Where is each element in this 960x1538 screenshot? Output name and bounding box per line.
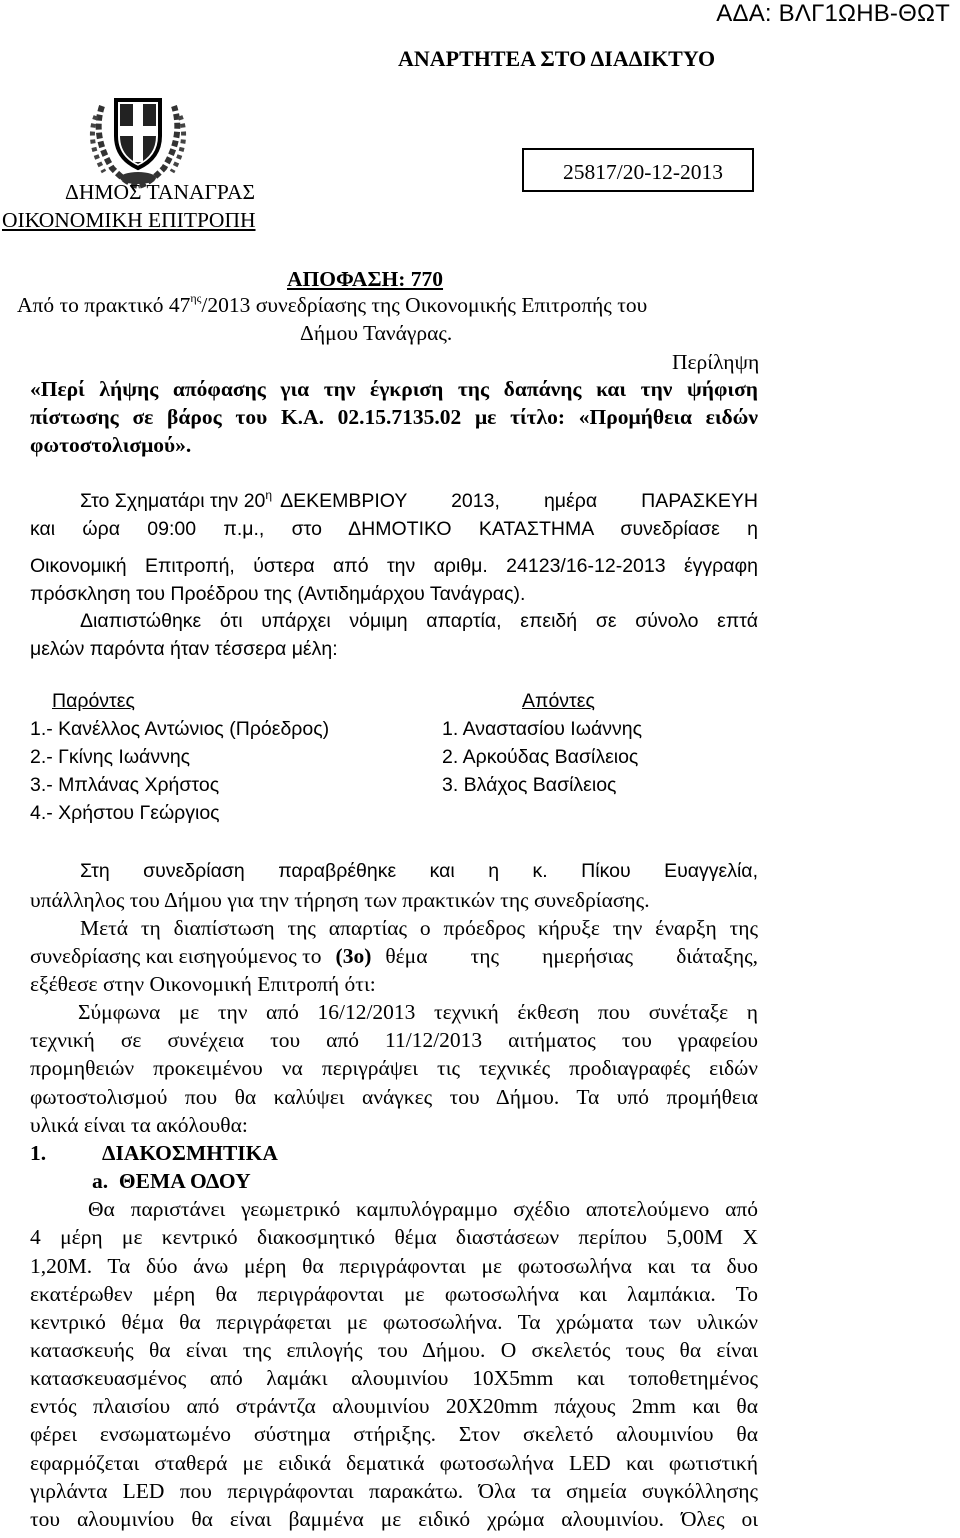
quorum-line-2-pre: συνεδρίασης και εισηγούμενος το [30, 944, 322, 968]
summary-line: «Περί λήψης απόφασης για την έγκριση της δαπάνης και την ψήφιση [30, 377, 758, 401]
report-line: προμηθειών προκειμένου να περιγράψει τις τεχνικές προδιαγραφές ειδών [30, 1056, 758, 1080]
decision-title: ΑΠΟΦΑΣΗ: 770 [287, 267, 444, 291]
decision-source-post: /2013 συνεδρίασης της Οικονομικής Επιτροπής του [201, 293, 648, 317]
report-line: υλικά είναι τα ακόλουθα: [30, 1113, 248, 1137]
absent-member: 3. Βλάχος Βασίλειος [442, 774, 617, 796]
present-member: 2.- Γκίνης Ιωάννης [30, 746, 191, 768]
quorum-line-2 [30, 944, 758, 969]
protocol-number: 25817/20-12-2013 [562, 160, 724, 184]
quorum-line: εξέθεσε στην Οικονομική Επιτροπή ότι: [30, 972, 376, 996]
posting-notice: ΑΝΑΡΤΗΤΕΑ ΣΤΟ ΔΙΑΔΙΚΤΥΟ [398, 46, 716, 71]
present-member: 3.- Μπλάνας Χρήστος [30, 774, 220, 796]
decision-source-pre: Από το πρακτικό 47 [17, 293, 191, 317]
description-line: εκατέρωθεν μέρη θα περιγράφονται με φωτοσωλήνα και λαμπάκια. Το [30, 1282, 758, 1306]
protocol-number-box [522, 148, 754, 192]
description-line: κατασκευασμένος από λαμάκι αλουμινίου 10Χ5mm και τοποθετημένος [30, 1366, 758, 1390]
absent-member: 2. Αρκούδας Βασίλειος [442, 746, 639, 768]
intro-line: Διαπιστώθηκε ότι υπάρχει νόμιμη απαρτία, επειδή σε σύνολο επτά [80, 610, 758, 632]
section-number: 1. [30, 1141, 47, 1165]
summary-label: Περίληψη [672, 350, 760, 374]
decision-source-line2: Δήμου Τανάγρας. [300, 321, 453, 345]
decision-source-line [17, 293, 647, 318]
intro-line: μελών παρόντα ήταν τέσσερα μέλη: [30, 638, 338, 660]
decision-source-sup: ης [190, 291, 202, 305]
present-label: Παρόντες [52, 690, 135, 712]
greek-coat-of-arms-emblem [82, 86, 194, 190]
absent-member: 1. Αναστασίου Ιωάννης [442, 718, 642, 740]
quorum-line-2-post: θέμα της ημερήσιας διάταξης, [385, 944, 758, 968]
absent-label: Απόντες [522, 690, 595, 712]
intro-line: Οικονομική Επιτροπή, ύστερα από την αριθμ. 24123/16-12-2013 έγγραφη [30, 555, 758, 577]
quorum-line: Μετά τη διαπίστωση της απαρτίας ο πρόεδρος κήρυξε την έναρξη της [80, 916, 758, 940]
description-line: Θα παριστάνει γεωμετρικό καμπυλόγραμμο σχέδιο αποτελούμενο από [88, 1197, 758, 1221]
description-line: 1,20Μ. Τα δύο άνω μέρη θα περιγράφονται με φωτοσωλήνα και τα δυο [30, 1254, 758, 1278]
description-line: 4 μέρη με κεντρικό διακοσμητικό θέμα διαστάσεων περίπου 5,00Μ Χ [30, 1225, 758, 1249]
municipality-name: ΔΗΜΟΣ ΤΑΝΑΓΡΑΣ [65, 180, 255, 204]
report-line: φωτοστολισμού που θα καλύψει ανάγκες του Δήμου. Τα υπό προμήθεια [30, 1085, 758, 1109]
description-line: κατασκευής θα είναι της επιλογής του Δήμου. Ο σκελετός τους θα είναι [30, 1338, 758, 1362]
intro-line: πρόσκληση του Προέδρου της (Αντιδημάρχου Τανάγρας). [30, 583, 526, 605]
committee-name: ΟΙΚΟΝΟΜΙΚΗ ΕΠΙΤΡΟΠΗ [2, 208, 256, 232]
section-title: ΔΙΑΚΟΣΜΗΤΙΚΑ [102, 1141, 278, 1165]
description-line: εφαρμόζεται σταθερά με ειδικά δεματικά φωτοσωλήνα LED και φωτιστική [30, 1451, 758, 1475]
present-member: 4.- Χρήστου Γεώργιος [30, 802, 220, 824]
intro-line-1 [80, 490, 758, 513]
description-line: κεντρικό θέμα θα περιγράφεται με φωτοσωλήνα. Τα χρώματα των υλικών [30, 1310, 758, 1334]
secretary-line: υπάλληλος του Δήμου για την τήρηση των πρακτικών της συνεδρίασης. [30, 888, 650, 912]
description-line: εντός πλαισίου από στράντζα αλουμινίου 20Χ20mm πάχους 2mm και θα [30, 1394, 758, 1418]
intro-line: και ώρα 09:00 π.μ., στο ΔΗΜΟΤΙΚΟ ΚΑΤΑΣΤΗΜΑ συνεδρίασε η [30, 518, 758, 540]
ada-code: ΑΔΑ: ΒΛΓ1ΩΗΒ-ΘΩΤ [716, 0, 950, 27]
intro-date-rest: ΔΕΚΕΜΒΡΙΟΥ 2013, ημέρα ΠΑΡΑΣΚΕΥΗ [280, 490, 758, 512]
secretary-line: Στη συνεδρίαση παραβρέθηκε και η κ. Πίκου Ευαγγελία, [80, 860, 758, 882]
subsection-title: a. ΘΕΜΑ ΟΔΟΥ [92, 1169, 251, 1193]
report-line: Σύμφωνα με την από 16/12/2013 τεχνική έκθεση που συνέταξε η [78, 1000, 758, 1024]
description-line: γιρλάντα LED που περιγράφονται παρακάτω. Όλα τα σημεία συγκόλλησης [30, 1479, 758, 1503]
description-line: του αλουμινίου θα είναι βαμμένα με ειδικό χρώμα αλουμινίου. Όλες οι [30, 1507, 758, 1531]
intro-date: Στο Σχηματάρι την $20^\eta$ [80, 488, 273, 512]
summary-line: φωτοστολισμού». [30, 433, 192, 457]
summary-line: πίστωσης σε βάρος του Κ.Α. 02.15.7135.02 με τίτλο: «Προμήθεια ειδών [30, 405, 758, 429]
description-line: φέρει ενσωματωμένο σύστημα στήριξης. Στον σκελετό αλουμινίου θα [30, 1422, 758, 1446]
present-member: 1.- Κανέλλος Αντώνιος (Πρόεδρος) [30, 718, 330, 740]
report-line: τεχνική σε συνέχεια του από 11/12/2013 αιτήματος του γραφείου [30, 1028, 758, 1052]
agenda-item-number: (3ο) [335, 944, 372, 968]
